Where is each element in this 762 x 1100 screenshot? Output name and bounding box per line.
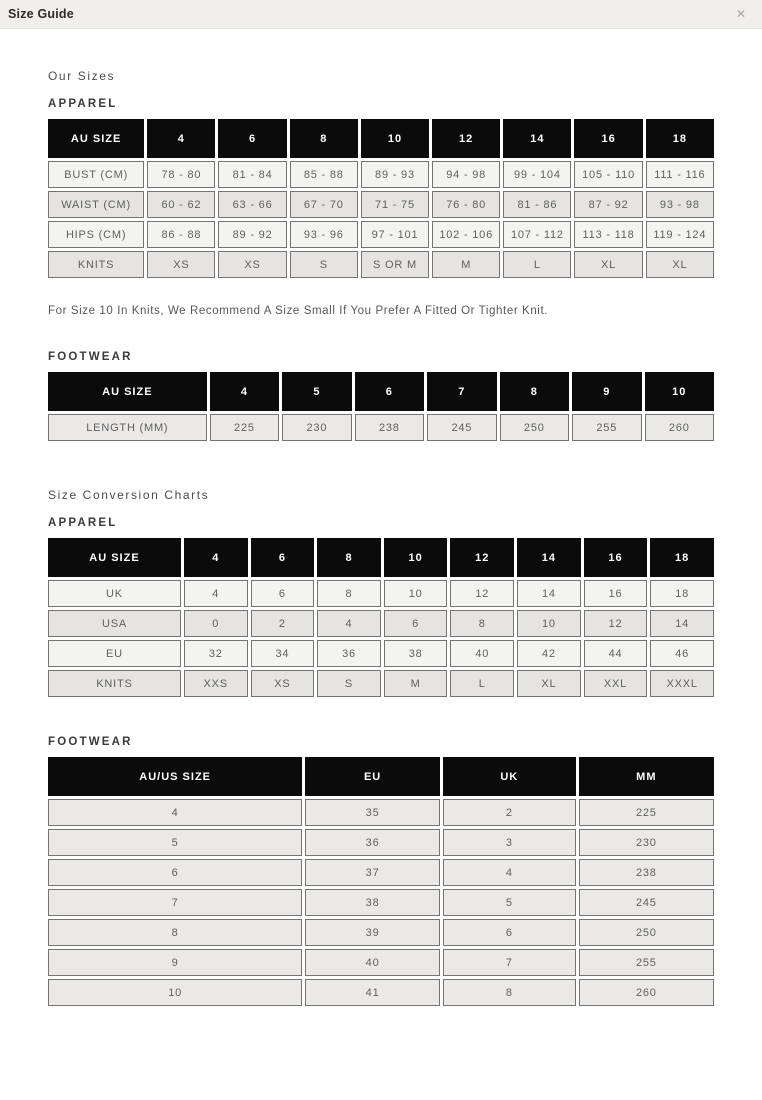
table-cell: XL xyxy=(646,251,714,278)
column-header: AU SIZE xyxy=(48,372,207,411)
table-cell: 6 xyxy=(443,919,576,946)
table-row xyxy=(48,829,714,856)
table-row xyxy=(48,251,714,278)
table-row xyxy=(48,919,714,946)
table-cell: 4 xyxy=(443,859,576,886)
table-cell: 5 xyxy=(48,829,302,856)
table-cell: 255 xyxy=(572,414,641,441)
table-cell: 71 - 75 xyxy=(361,191,429,218)
table-cell: 97 - 101 xyxy=(361,221,429,248)
table-row xyxy=(48,610,714,637)
table-row xyxy=(48,414,714,441)
table-cell: 260 xyxy=(579,979,714,1006)
table-cell: 225 xyxy=(210,414,279,441)
table-row xyxy=(48,191,714,218)
column-header: AU SIZE xyxy=(48,538,181,577)
table-cell: 38 xyxy=(384,640,448,667)
table-cell: 87 - 92 xyxy=(574,191,642,218)
column-header: 6 xyxy=(355,372,424,411)
table-cell: 89 - 93 xyxy=(361,161,429,188)
table-row xyxy=(48,640,714,667)
table-cell: 8 xyxy=(450,610,514,637)
footwear-label: FOOTWEAR xyxy=(48,351,133,363)
table-cell: 6 xyxy=(48,859,302,886)
column-header: 8 xyxy=(500,372,569,411)
apparel-label: APPAREL xyxy=(48,98,118,110)
table-cell: M xyxy=(384,670,448,697)
table-cell: 18 xyxy=(650,580,714,607)
table-cell: 34 xyxy=(251,640,315,667)
footwear-sizes-table-wrap xyxy=(48,369,714,444)
close-icon[interactable]: ✕ xyxy=(735,7,746,21)
table-cell: 36 xyxy=(317,640,381,667)
table-cell: KNITS xyxy=(48,251,144,278)
table-cell: 6 xyxy=(384,610,448,637)
table-cell: 39 xyxy=(305,919,440,946)
column-header: 16 xyxy=(574,119,642,158)
table-cell: L xyxy=(450,670,514,697)
table-cell: XXS xyxy=(184,670,248,697)
table-cell: 255 xyxy=(579,949,714,976)
size-guide-content xyxy=(0,70,762,1009)
table-cell: M xyxy=(432,251,500,278)
table-cell: 93 - 98 xyxy=(646,191,714,218)
table-cell: EU xyxy=(48,640,181,667)
table-cell: 60 - 62 xyxy=(147,191,215,218)
table-cell: L xyxy=(503,251,571,278)
table-cell: 10 xyxy=(517,610,581,637)
table-cell: 9 xyxy=(48,949,302,976)
column-header: AU/US SIZE xyxy=(48,757,302,796)
table-cell: 119 - 124 xyxy=(646,221,714,248)
column-header: 10 xyxy=(384,538,448,577)
table-cell: 238 xyxy=(579,859,714,886)
table-cell: 4 xyxy=(317,610,381,637)
table-row xyxy=(48,221,714,248)
table-row xyxy=(48,859,714,886)
table-header-row xyxy=(48,757,714,796)
column-header: 16 xyxy=(584,538,648,577)
table-cell: 36 xyxy=(305,829,440,856)
column-header: 14 xyxy=(517,538,581,577)
table-cell: 81 - 84 xyxy=(218,161,286,188)
table-cell: XXL xyxy=(584,670,648,697)
our-sizes-heading: Our Sizes xyxy=(48,69,116,83)
table-row xyxy=(48,979,714,1006)
table-cell: 3 xyxy=(443,829,576,856)
column-header: EU xyxy=(305,757,440,796)
table-cell: 0 xyxy=(184,610,248,637)
table-cell: 5 xyxy=(443,889,576,916)
footwear-conversion-table-wrap xyxy=(48,754,714,1009)
table-cell: 8 xyxy=(48,919,302,946)
table-cell: XS xyxy=(147,251,215,278)
table-cell: 37 xyxy=(305,859,440,886)
table-cell: 2 xyxy=(443,799,576,826)
column-header: 6 xyxy=(218,119,286,158)
apparel-sizes-table xyxy=(45,116,717,281)
table-cell: 10 xyxy=(384,580,448,607)
table-cell: 14 xyxy=(517,580,581,607)
table-cell: 81 - 86 xyxy=(503,191,571,218)
column-header: 9 xyxy=(572,372,641,411)
table-cell: 4 xyxy=(184,580,248,607)
column-header: 10 xyxy=(361,119,429,158)
table-cell: 63 - 66 xyxy=(218,191,286,218)
table-cell: 245 xyxy=(579,889,714,916)
table-cell: 102 - 106 xyxy=(432,221,500,248)
table-header-row xyxy=(48,372,714,411)
conversion-apparel-label: APPAREL xyxy=(48,517,118,529)
table-cell: 245 xyxy=(427,414,496,441)
table-row xyxy=(48,670,714,697)
column-header: 4 xyxy=(184,538,248,577)
column-header: MM xyxy=(579,757,714,796)
table-cell: KNITS xyxy=(48,670,181,697)
table-cell: USA xyxy=(48,610,181,637)
table-cell: 67 - 70 xyxy=(290,191,358,218)
apparel-sizes-table-wrap xyxy=(48,116,714,281)
modal-title: Size Guide xyxy=(8,7,74,21)
modal-header xyxy=(0,0,762,29)
table-header-row xyxy=(48,119,714,158)
table-cell: 86 - 88 xyxy=(147,221,215,248)
table-cell: 41 xyxy=(305,979,440,1006)
table-cell: 46 xyxy=(650,640,714,667)
table-cell: 10 xyxy=(48,979,302,1006)
table-cell: 2 xyxy=(251,610,315,637)
footwear-conversion-table xyxy=(45,754,717,1009)
table-cell: 12 xyxy=(450,580,514,607)
table-cell: 42 xyxy=(517,640,581,667)
column-header: 18 xyxy=(650,538,714,577)
table-row xyxy=(48,580,714,607)
table-cell: 4 xyxy=(48,799,302,826)
column-header: 4 xyxy=(147,119,215,158)
table-cell: BUST (CM) xyxy=(48,161,144,188)
table-cell: 250 xyxy=(579,919,714,946)
column-header: 4 xyxy=(210,372,279,411)
table-cell: 93 - 96 xyxy=(290,221,358,248)
table-cell: 7 xyxy=(443,949,576,976)
conversion-footwear-label: FOOTWEAR xyxy=(48,736,133,748)
column-header: 5 xyxy=(282,372,351,411)
apparel-conversion-table-wrap xyxy=(48,535,714,700)
table-cell: XL xyxy=(574,251,642,278)
table-cell: 260 xyxy=(645,414,715,441)
table-cell: 44 xyxy=(584,640,648,667)
table-cell: LENGTH (MM) xyxy=(48,414,207,441)
table-cell: S xyxy=(317,670,381,697)
table-cell: WAIST (CM) xyxy=(48,191,144,218)
column-header: 8 xyxy=(317,538,381,577)
table-cell: 89 - 92 xyxy=(218,221,286,248)
table-cell: 8 xyxy=(317,580,381,607)
table-cell: 94 - 98 xyxy=(432,161,500,188)
table-cell: 78 - 80 xyxy=(147,161,215,188)
apparel-conversion-table xyxy=(45,535,717,700)
column-header: 14 xyxy=(503,119,571,158)
table-cell: 8 xyxy=(443,979,576,1006)
table-cell: 85 - 88 xyxy=(290,161,358,188)
table-cell: S xyxy=(290,251,358,278)
table-cell: XS xyxy=(251,670,315,697)
table-cell: HIPS (CM) xyxy=(48,221,144,248)
table-cell: 16 xyxy=(584,580,648,607)
table-cell: 238 xyxy=(355,414,424,441)
table-row xyxy=(48,949,714,976)
conversion-heading: Size Conversion Charts xyxy=(48,488,210,502)
table-cell: 107 - 112 xyxy=(503,221,571,248)
column-header: 12 xyxy=(450,538,514,577)
table-cell: 225 xyxy=(579,799,714,826)
table-cell: 76 - 80 xyxy=(432,191,500,218)
table-cell: 40 xyxy=(450,640,514,667)
table-header-row xyxy=(48,538,714,577)
column-header: 10 xyxy=(645,372,715,411)
table-cell: XL xyxy=(517,670,581,697)
table-cell: XS xyxy=(218,251,286,278)
table-cell: 38 xyxy=(305,889,440,916)
table-cell: 6 xyxy=(251,580,315,607)
column-header: UK xyxy=(443,757,576,796)
table-cell: XXXL xyxy=(650,670,714,697)
table-cell: UK xyxy=(48,580,181,607)
table-row xyxy=(48,799,714,826)
table-cell: 113 - 118 xyxy=(574,221,642,248)
table-row xyxy=(48,889,714,916)
table-cell: 40 xyxy=(305,949,440,976)
table-cell: 111 - 116 xyxy=(646,161,714,188)
column-header: 6 xyxy=(251,538,315,577)
column-header: 8 xyxy=(290,119,358,158)
column-header: 18 xyxy=(646,119,714,158)
table-cell: 7 xyxy=(48,889,302,916)
footwear-sizes-table xyxy=(45,369,717,444)
knits-note: For Size 10 In Knits, We Recommend A Size Small If You Prefer A Fitted Or Tighter Knit. xyxy=(48,305,549,317)
table-cell: 230 xyxy=(579,829,714,856)
column-header: 12 xyxy=(432,119,500,158)
column-header: AU SIZE xyxy=(48,119,144,158)
column-header: 7 xyxy=(427,372,496,411)
table-cell: 105 - 110 xyxy=(574,161,642,188)
table-cell: 99 - 104 xyxy=(503,161,571,188)
table-cell: S OR M xyxy=(361,251,429,278)
table-cell: 250 xyxy=(500,414,569,441)
table-cell: 32 xyxy=(184,640,248,667)
table-cell: 230 xyxy=(282,414,351,441)
table-cell: 35 xyxy=(305,799,440,826)
table-cell: 14 xyxy=(650,610,714,637)
table-cell: 12 xyxy=(584,610,648,637)
table-row xyxy=(48,161,714,188)
